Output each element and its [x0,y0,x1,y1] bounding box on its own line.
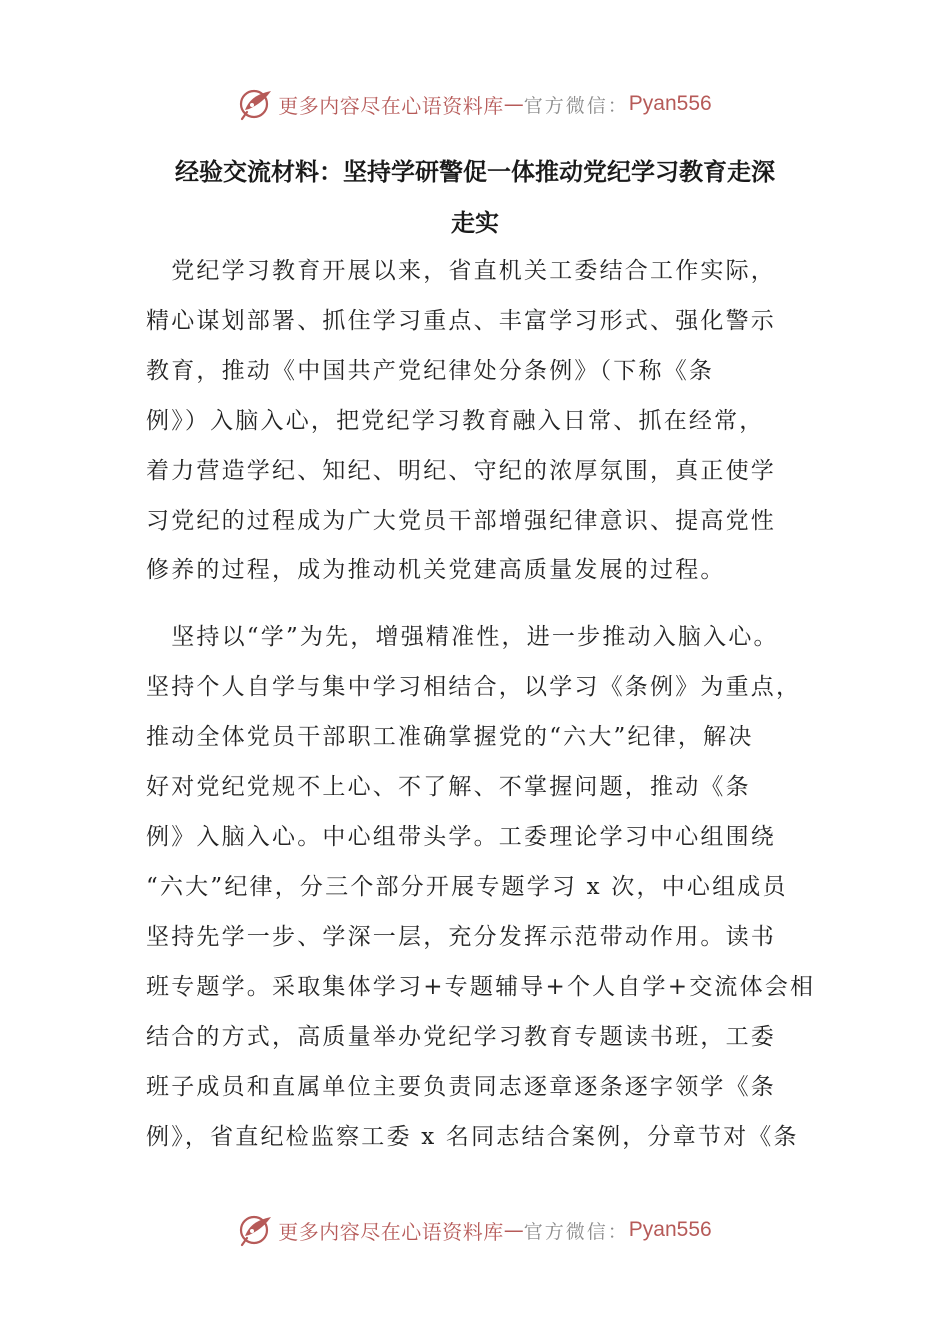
document-title-line-1: 经验交流材料：坚持学研警促一体推动党纪学习教育走深 [175,158,775,186]
paragraph-2-line: 坚持先学一步、学深一层，充分发挥示范带动作用。读书 [146,924,776,950]
paragraph-1-line: 修养的过程，成为推动机关党建高质量发展的过程。 [146,557,726,583]
paragraph-2-line: 坚持个人自学与集中学习相结合，以学习《条例》为重点， [146,674,802,700]
paragraph-2-line: 例》入脑入心。中心组带头学。工委理论学习中心组围绕 [146,824,776,850]
pen-logo-icon [238,1212,274,1248]
document-title-line-2: 走实 [451,209,499,237]
paragraph-2-line: 坚持以“学”为先，增强精准性，进一步推动入脑入心。 [146,624,779,650]
banner-separator: — [503,92,524,116]
paragraph-2-line: 例》，省直纪检监察工委 x 名同志结合案例，分章节对《条 [146,1124,799,1150]
paragraph-2-line: “六大”纪律，分三个部分开展专题学习 x 次，中心组成员 [146,874,788,900]
paragraph-1-line: 例》）入脑入心，把党纪学习教育融入日常、抓在经常， [146,408,765,434]
banner-main-text: 更多内容尽在心语资料库 [278,1219,504,1244]
paragraph-1-line: 习党纪的过程成为广大党员干部增强纪律意识、提高党性 [146,508,776,534]
banner-wechat-id: Pyan556 [628,92,712,115]
banner-wechat-label: 官方微信： [523,94,629,117]
banner-wechat-id: Pyan556 [628,1218,712,1241]
paragraph-1-line: 着力营造学纪、知纪、明纪、守纪的浓厚氛围，真正使学 [146,458,776,484]
paragraph-2-line: 班子成员和直属单位主要负责同志逐章逐条逐字领学《条 [146,1074,776,1100]
banner-main-text: 更多内容尽在心语资料库 [278,93,504,118]
paragraph-1-line: 党纪学习教育开展以来，省直机关工委结合工作实际， [146,258,776,284]
footer-banner [0,1210,950,1250]
paragraph-2-line: 结合的方式，高质量举办党纪学习教育专题读书班，工委 [146,1024,776,1050]
paragraph-2-line: 推动全体党员干部职工准确掌握党的“六大”纪律，解决 [146,724,754,750]
paragraph-2-line: 好对党纪党规不上心、不了解、不掌握问题，推动《条 [146,774,751,800]
header-banner [0,84,950,124]
paragraph-1-line: 教育，推动《中国共产党纪律处分条例》（下称《条 [146,358,715,384]
paragraph-2-line: 班专题学。采取集体学习+专题辅导+个人自学+交流体会相 [146,974,816,1000]
pen-logo-icon [238,86,274,122]
banner-wechat-label: 官方微信： [523,1220,629,1243]
banner-separator: — [503,1218,524,1242]
paragraph-1-line: 精心谋划部署、抓住学习重点、丰富学习形式、强化警示 [146,308,776,334]
